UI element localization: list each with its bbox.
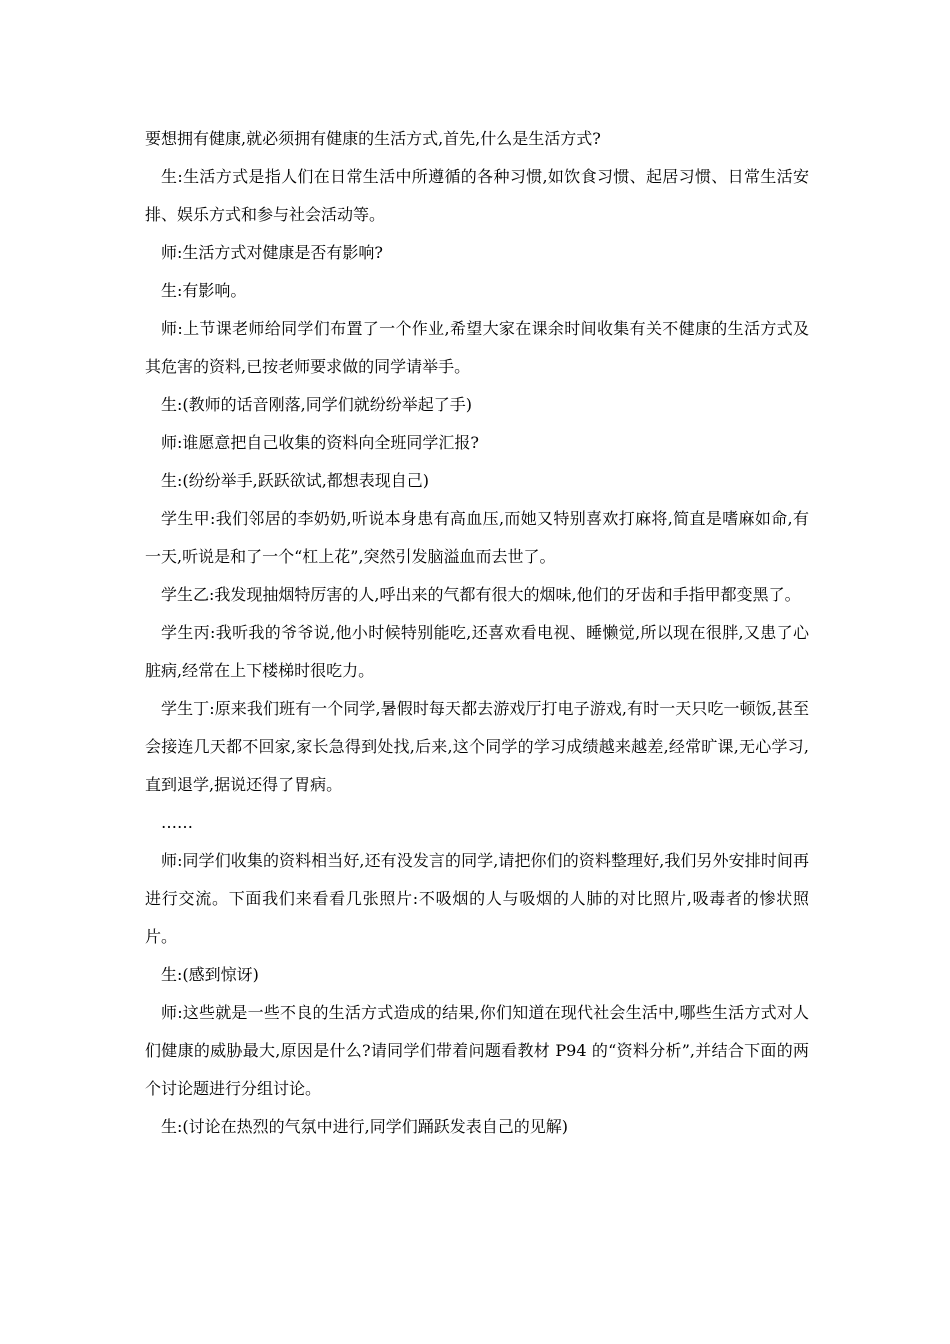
paragraph: 生:(讨论在热烈的气氛中进行,同学们踊跃发表自己的见解) — [161, 1117, 568, 1136]
paragraph: 要想拥有健康,就必须拥有健康的生活方式,首先,什么是生活方式? — [145, 129, 601, 148]
paragraph: 学生甲:我们邻居的李奶奶,听说本身患有高血压,而她又特别喜欢打麻将,简直是嗜麻如命,有一天,听说是和了一个“杠上花”,突然引发脑溢血而去世了。 — [145, 509, 809, 566]
paragraph: 师:谁愿意把自己收集的资料向全班同学汇报? — [161, 433, 479, 452]
paragraph: 师:这些就是一些不良的生活方式造成的结果,你们知道在现代社会生活中,哪些生活方式对人们健康的威胁最大,原因是什么?请同学们带着问题看教材 P94 的“资料分析”,并结合下面的两个讨论题进行分组讨论。 — [145, 1003, 809, 1098]
paragraph: 生:(教师的话音刚落,同学们就纷纷举起了手) — [161, 395, 472, 414]
paragraph: 生:(感到惊讶) — [161, 965, 259, 984]
paragraph: 生:有影响。 — [161, 281, 247, 300]
paragraph: 生:生活方式是指人们在日常生活中所遵循的各种习惯,如饮食习惯、起居习惯、日常生活安排、娱乐方式和参与社会活动等。 — [145, 167, 809, 224]
paragraph: 师:同学们收集的资料相当好,还有没发言的同学,请把你们的资料整理好,我们另外安排时间再进行交流。下面我们来看看几张照片:不吸烟的人与吸烟的人肺的对比照片,吸毒者的惨状照片。 — [145, 851, 809, 946]
paragraph: 师:生活方式对健康是否有影响? — [161, 243, 383, 262]
paragraph: 师:上节课老师给同学们布置了一个作业,希望大家在课余时间收集有关不健康的生活方式及其危害的资料,已按老师要求做的同学请举手。 — [145, 319, 809, 376]
paragraph: 学生丙:我听我的爷爷说,他小时候特别能吃,还喜欢看电视、睡懒觉,所以现在很胖,又患了心脏病,经常在上下楼梯时很吃力。 — [145, 623, 809, 680]
document-body — [145, 120, 809, 1146]
paragraph: 生:(纷纷举手,跃跃欲试,都想表现自己) — [161, 471, 430, 490]
paragraph: 学生乙:我发现抽烟特厉害的人,呼出来的气都有很大的烟味,他们的牙齿和手指甲都变黑了。 — [161, 585, 801, 604]
paragraph: 学生丁:原来我们班有一个同学,暑假时每天都去游戏厅打电子游戏,有时一天只吃一顿饭,甚至会接连几天都不回家,家长急得到处找,后来,这个同学的学习成绩越来越差,经常旷课,无心学习,直到退学,据说还得了胃病。 — [145, 699, 809, 794]
paragraph: …… — [161, 813, 193, 832]
